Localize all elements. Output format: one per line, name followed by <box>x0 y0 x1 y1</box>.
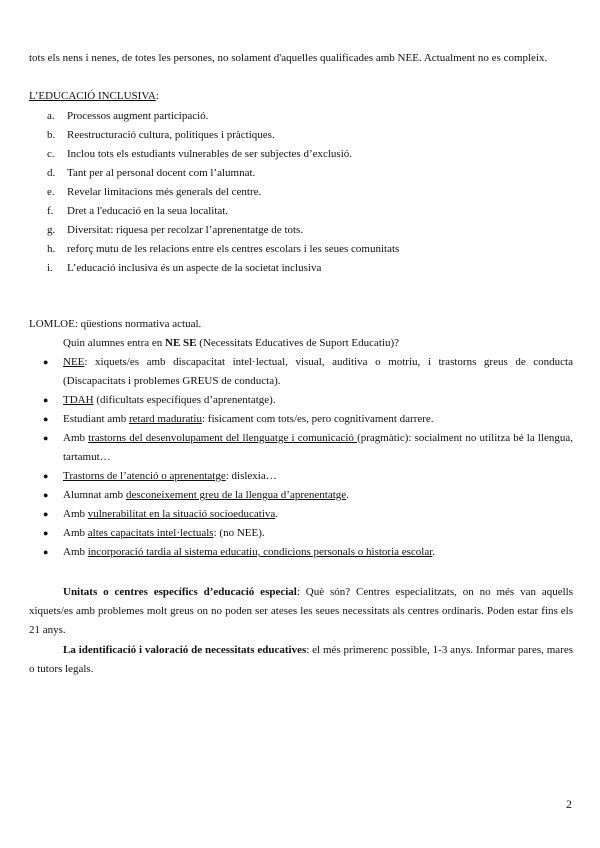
inclusiva-heading-colon: : <box>155 90 159 102</box>
bullet-underlined: trastorns del desenvolupament del llenguatge i comunicació <box>88 432 358 444</box>
bullet-underlined: TDAH <box>63 394 94 406</box>
inclusiva-heading <box>29 87 159 106</box>
list-item <box>47 259 567 278</box>
bullet-post: . <box>346 489 349 501</box>
bullet-post: (pragmàtic): socialment no utilitza bé la llengua, tartamut… <box>63 432 573 463</box>
inclusiva-list <box>47 107 567 278</box>
bullet-underlined: Trastorns de l’atenció o aprenentatge <box>63 470 226 482</box>
bullet-underlined: altes capacitats intel·lectuals <box>87 527 214 539</box>
list-item <box>43 486 573 505</box>
bullet-post: . <box>275 508 279 520</box>
list-text <box>63 543 573 562</box>
list-item <box>47 145 567 164</box>
list-item <box>43 353 573 391</box>
bullet-post: . <box>432 546 436 558</box>
identificacio-rest: : el més primerenc possible, 1-3 anys. Informar pares, mares o tutors legals. <box>29 644 573 675</box>
nese-question-post: (Necessitats Educatives de Suport Educatiu)? <box>196 337 400 349</box>
list-text: reforç mutu de les relacions entre els centres escolars i les seues comunitats <box>67 243 400 255</box>
list-marker: d. <box>47 167 56 179</box>
list-text: L’educació inclusiva és un aspecte de la societat inclusiva <box>67 262 322 274</box>
bullet-post: : (no NEE). <box>213 527 265 539</box>
intro-line: tots els nens i nenes, de totes les persones, no solament d'aquelles qualificades amb NEE. Actualment no es compleix. <box>29 52 548 64</box>
list-text <box>63 410 573 429</box>
bullet-underlined: retard maduratiu <box>129 413 202 425</box>
bullet-icon: ● <box>43 528 49 538</box>
list-marker: c. <box>47 148 55 160</box>
list-text: Dret a l'educació en la seua localitat. <box>67 205 229 217</box>
list-text <box>63 467 573 486</box>
nese-question-bold: NE SE <box>165 337 197 349</box>
bullet-icon: ● <box>43 395 49 405</box>
bullet-icon: ● <box>43 414 49 424</box>
bullet-underlined: incorporació tardia al sistema educatiu, condicions personals o historia escolar <box>87 546 433 558</box>
bullet-underlined: NEE <box>63 356 85 368</box>
bullet-icon: ● <box>43 490 49 500</box>
list-marker: b. <box>47 129 56 141</box>
bullet-post: : dislexia… <box>225 470 277 482</box>
bullet-post: : físicament com tots/es, pero cognitivament darrere. <box>202 413 434 425</box>
unitats-bold: Unitats o centres específics d’educació especial <box>63 586 297 598</box>
unitats-rest: : Què són? Centres especialitzats, on no més van aquells xiquets/es amb problemes molt greus on no poden ser ateses les seues necessitats als centres ordinaris. Poden estar fins els 21 anys. <box>29 586 573 636</box>
list-item <box>43 429 573 467</box>
bullet-pre: Amb <box>63 432 89 444</box>
list-item <box>47 164 567 183</box>
list-text: Inclou tots els estudiants vulnerables de ser subjectes d’exclusió. <box>67 148 353 160</box>
bullet-icon: ● <box>43 471 49 481</box>
lomloe-line: LOMLOE: qüestions normativa actual. <box>29 318 202 330</box>
list-marker: f. <box>47 205 54 217</box>
bullet-pre: Amb <box>63 508 88 520</box>
bullet-icon: ● <box>43 433 49 443</box>
list-marker: i. <box>47 262 53 274</box>
list-marker: h. <box>47 243 56 255</box>
page-number: 2 <box>566 797 572 811</box>
bullet-post: (dificultats específiques d’aprenentatge). <box>93 394 276 406</box>
list-marker: g. <box>47 224 56 236</box>
bullet-pre: Amb <box>63 527 88 539</box>
unitats-paragraph <box>29 583 573 640</box>
list-marker: a. <box>47 110 55 122</box>
bullet-pre: Amb <box>63 546 88 558</box>
list-item <box>43 391 573 410</box>
list-text: Tant per al personal docent com l’alumnat. <box>67 167 256 179</box>
list-item <box>43 543 573 562</box>
nese-bullet-list <box>43 353 573 562</box>
bullet-underlined: vulnerabilitat en la situació socioeducativa <box>87 508 276 520</box>
list-item <box>47 202 567 221</box>
bullet-post: : xiquets/es amb discapacitat intel·lectual, visual, auditiva o motriu, i trastorns greus de conducta (Discapacitats i problemes GREUS de conducta). <box>63 356 573 387</box>
nese-question-pre: Quin alumnes entra en <box>63 337 166 349</box>
bullet-pre: Alumnat amb <box>63 489 126 501</box>
list-item <box>43 524 573 543</box>
bullet-pre: Estudiant amb <box>63 413 129 425</box>
list-item <box>43 505 573 524</box>
list-text <box>63 524 573 543</box>
list-text <box>63 391 573 410</box>
list-text: Processos augment participació. <box>67 110 209 122</box>
list-item <box>47 183 567 202</box>
identificacio-bold: La identificació i valoració de necessitats educatives <box>63 644 307 656</box>
list-item <box>47 107 567 126</box>
list-text <box>63 505 573 524</box>
list-item <box>47 221 567 240</box>
nese-question <box>63 334 573 353</box>
bullet-icon: ● <box>43 357 49 367</box>
list-text: Revelar limitacions més generals del centre. <box>67 186 262 198</box>
inclusiva-heading-text: L’EDUCACIÓ INCLUSIVA <box>29 90 156 102</box>
list-item <box>47 240 567 259</box>
list-text: Reestructuració cultura, polítiques i pràctiques. <box>67 129 275 141</box>
bullet-underlined: desconeixement greu de la llengua d’aprenentatge <box>125 489 347 501</box>
bullet-icon: ● <box>43 509 49 519</box>
list-text <box>63 429 573 467</box>
list-marker: e. <box>47 186 55 198</box>
list-item <box>43 410 573 429</box>
bullet-icon: ● <box>43 547 49 557</box>
identificacio-paragraph <box>29 641 573 679</box>
list-text <box>63 486 573 505</box>
list-text <box>63 353 573 391</box>
list-item <box>47 126 567 145</box>
list-text: Diversitat: riquesa per recolzar l’aprenentatge de tots. <box>67 224 304 236</box>
list-item <box>43 467 573 486</box>
